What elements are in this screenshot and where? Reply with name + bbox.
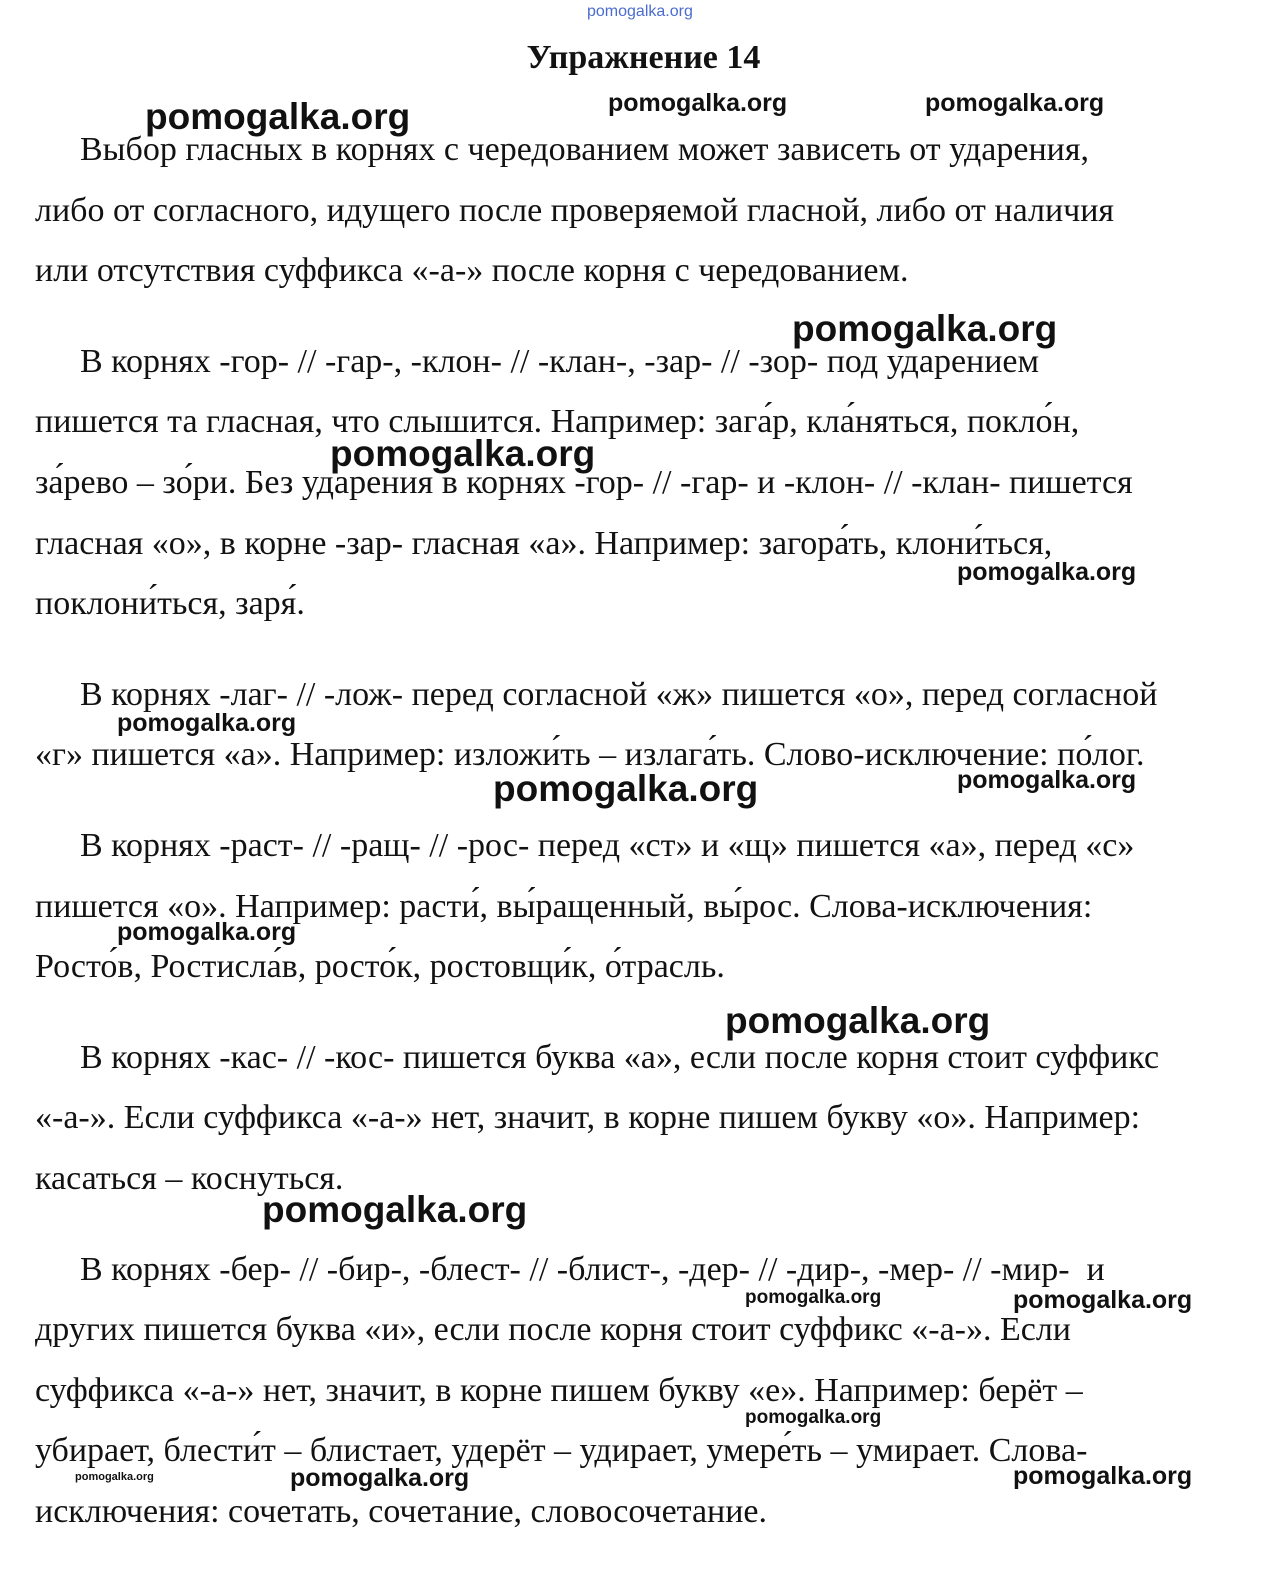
exercise-text xyxy=(0,120,1287,1572)
watermark: pomogalka.org xyxy=(745,1407,882,1428)
watermark: pomogalka.org xyxy=(290,1464,470,1492)
watermark: pomogalka.org xyxy=(608,89,788,117)
watermark: pomogalka.org xyxy=(493,768,759,809)
watermark: pomogalka.org xyxy=(117,918,297,946)
watermark: pomogalka.org xyxy=(262,1189,528,1230)
watermark: pomogalka.org xyxy=(1013,1286,1193,1314)
text-line: В корнях -бер- // -бир-, -блест- // -блист-, -дер- // -дир-, -мер- // -мир- и xyxy=(80,1250,1105,1288)
text-line: исключения: сочетать, сочетание, словосочетание. xyxy=(35,1492,768,1530)
text-line: пишется «о». Например: расти́, вы́ращенный, вы́рос. Слова-исключения: xyxy=(35,887,1093,925)
text-line: других пишется буква «и», если после корня стоит суффикс «-а-». Если xyxy=(35,1311,1072,1349)
watermark: pomogalka.org xyxy=(145,96,411,137)
paragraph-2 xyxy=(0,332,1287,635)
paragraph-6 xyxy=(0,1240,1287,1543)
text-line: пишется та гласная, что слышится. Например: зага́р, кла́няться, покло́н, xyxy=(35,403,1080,441)
text-line: касаться – коснуться. xyxy=(35,1159,344,1197)
paragraph-1 xyxy=(0,120,1287,302)
text-line: «г» пишется «а». Например: изложи́ть – излага́ть. Слово-исключение: по́лог. xyxy=(35,736,1145,774)
watermark: pomogalka.org xyxy=(75,1471,154,1483)
text-line: суффикса «-а-» нет, значит, в корне пишем букву «е». Например: берёт – xyxy=(35,1371,1083,1409)
watermark: pomogalka.org xyxy=(745,1287,882,1308)
watermark: pomogalka.org xyxy=(1013,1462,1193,1490)
text-line: за́рево – зо́ри. Без ударения в корнях -гор- // -гар- и -клон- // -клан- пишется xyxy=(35,463,1133,501)
watermark: pomogalka.org xyxy=(925,89,1105,117)
watermark: pomogalka.org xyxy=(330,433,596,474)
text-line: или отсутствия суффикса «-а-» после корня с чередованием. xyxy=(35,252,909,290)
text-line: убирает, блести́т – блистает, удерёт – удирает, умере́ть – умирает. Слова- xyxy=(35,1432,1088,1470)
watermark: pomogalka.org xyxy=(117,709,297,737)
text-line: поклони́ться, заря́. xyxy=(35,585,305,623)
text-line: либо от согласного, идущего после проверяемой гласной, либо от наличия xyxy=(35,191,1115,229)
page-title: Упражнение 14 xyxy=(526,39,761,76)
paragraph-4 xyxy=(0,816,1287,998)
text-line: «-а-». Если суффикса «-а-» нет, значит, в корне пишем букву «о». Например: xyxy=(35,1099,1141,1137)
text-line: В корнях -раст- // -ращ- // -рос- перед «ст» и «щ» пишется «а», перед «с» xyxy=(80,826,1135,864)
text-line: В корнях -кас- // -кос- пишется буква «а», если после корня стоит суффикс xyxy=(80,1038,1160,1076)
watermark: pomogalka.org xyxy=(725,1000,991,1041)
paragraph-5 xyxy=(0,1028,1287,1210)
text-line: гласная «о», в корне -зар- гласная «а». Например: загора́ть, клони́ться, xyxy=(35,524,1053,562)
watermark: pomogalka.org xyxy=(957,766,1137,794)
text-line: Росто́в, Ростисла́в, росто́к, ростовщи́к, о́трасль. xyxy=(35,948,725,986)
text-line: Выбор гласных в корнях с чередованием может зависеть от ударения, xyxy=(80,131,1089,168)
text-line: В корнях -лаг- // -лож- перед согласной «ж» пишется «о», перед согласной xyxy=(80,675,1158,713)
watermark: pomogalka.org xyxy=(957,558,1137,586)
watermark: pomogalka.org xyxy=(587,3,693,20)
text-line: В корнях -гор- // -гар-, -клон- // -клан-, -зар- // -зор- под ударением xyxy=(80,342,1040,380)
watermark: pomogalka.org xyxy=(792,308,1058,349)
